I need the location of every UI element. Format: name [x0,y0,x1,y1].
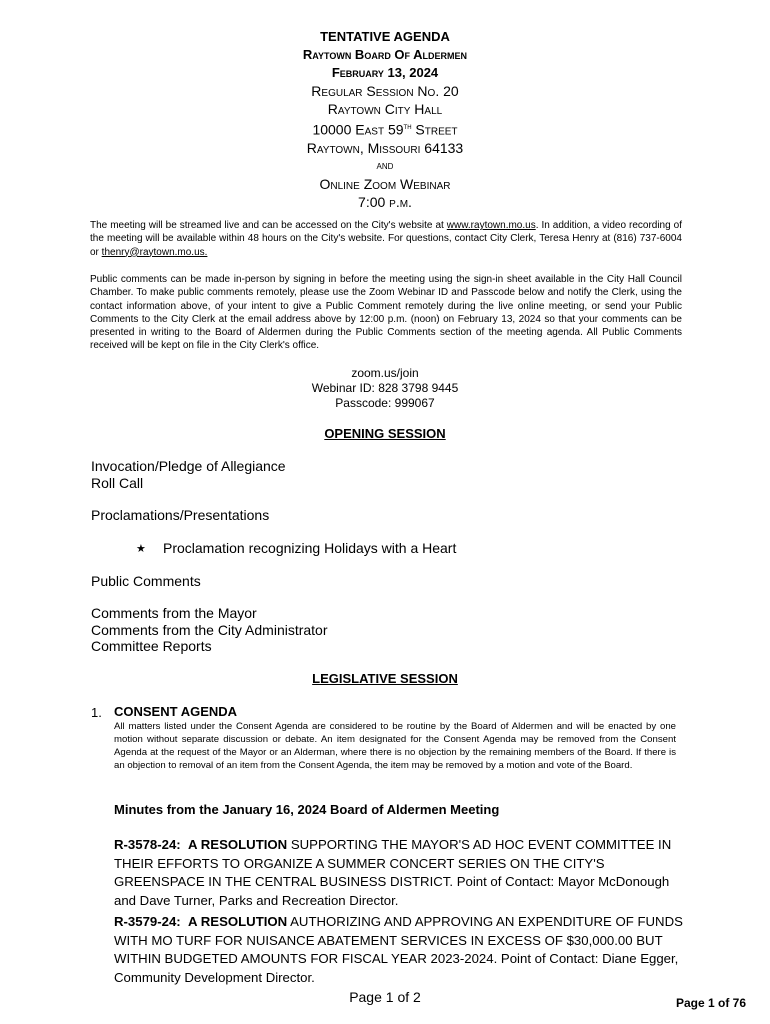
proclamations-item: Proclamations/Presentations [91,507,270,523]
invocation-item: Invocation/Pledge of Allegiance [91,458,286,474]
agenda-header [0,28,770,211]
intro-paragraph: The meeting will be streamed live and can be accessed on the City's website at www.raytown.mo.us. In addition, a video recording of the meeting will be available within 48 hours on the City's website. For questions, contact City Clerk, Teresa Henry at (816) 737-6004 or thenry@raytown.mo.us. [90,220,683,258]
committee-reports-item: Committee Reports [91,638,212,654]
online-webinar: Online Zoom Webinar [319,175,451,192]
meeting-time: 7:00 p.m. [358,193,412,210]
resolution-r3578: R-3578-24: A RESOLUTION SUPPORTING THE MAYOR'S AD HOC EVENT COMMITTEE IN THEIR EFFORTS TO ORGANIZE A SUMMER CONCERT SERIES ON THE CITY'S GREENSPACE IN THE CENTRAL BUSINESS DISTRICT. Point of Contact: Mayor McDonough and Dave Turner, Parks and Recreation Director. [114,837,672,908]
page-number: Page 1 of 2 [349,989,421,1005]
minutes-item: Minutes from the January 16, 2024 Board of Aldermen Meeting [114,802,500,817]
mayor-comments-item: Comments from the Mayor [91,605,257,621]
passcode: Passcode: 999067 [335,396,435,410]
and-label: and [376,159,394,172]
website-link[interactable]: www.raytown.mo.us [446,220,536,231]
star-bullet-icon: ★ [136,543,146,555]
proclamation-holidays-item: Proclamation recognizing Holidays with a Heart [163,540,457,556]
consent-number: 1. [91,705,102,720]
public-comments-item: Public Comments [91,572,201,589]
packet-page-number: Page 1 of 76 [675,996,746,1010]
session-number: Regular Session No. 20 [311,83,459,99]
meeting-date: February 13, 2024 [331,65,439,80]
consent-agenda-title: CONSENT AGENDA [114,704,238,719]
venue: Raytown City Hall [327,101,443,117]
roll-call-item: Roll Call [91,474,144,491]
opening-session-title: OPENING SESSION [324,426,446,441]
agenda-title: TENTATIVE AGENDA [320,29,450,44]
zoom-info [0,366,770,411]
email-link[interactable]: thenry@raytown.mo.us. [101,246,208,258]
zoom-url: zoom.us/join [351,366,419,380]
street-address: 10000 East 59th Street [312,121,458,138]
consent-description: All matters listed under the Consent Agenda are considered to be routine by the Board of Aldermen and will be enacted by one motion without separate discussion or debate. An item designated for the Consent Agenda may be removed from the Consent Agenda at the request of the Mayor or an Alderman, where there is no objection by the remaining members of the Board. If there is an objection to removal of an item from the Consent Agenda, the item may be removed by a motion and vote of the Board. [114,721,676,771]
administrator-comments-item: Comments from the City Administrator [91,621,328,638]
board-name: Raytown Board Of Aldermen [302,47,468,62]
webinar-id: Webinar ID: 828 3798 9445 [311,381,459,395]
legislative-session-title: LEGISLATIVE SESSION [312,671,458,686]
public-comment-notice: Public comments can be made in-person by signing in before the meeting using the sign-in sheet available in the City Hall Council Chamber. To make public comments remotely, please use the Zoom Webinar ID and Passcode below and notify the Clerk, using the contact information above, of your intent to give a Public Comment remotely during the live online meeting, or send your Public Comments to the City Clerk at the email address above by 12:00 p.m. (noon) on February 13, 2024 so that your comments can be presented in writing to the Board of Aldermen during the Public Comments section of the meeting agenda. All Public Comments received will be kept on file in the City Clerk's office. [90,274,682,352]
city-state: Raytown, Missouri 64133 [306,139,464,156]
resolution-r3579: R-3579-24: A RESOLUTION AUTHORIZING AND APPROVING AN EXPENDITURE OF FUNDS WITH MO TURF FOR NUISANCE ABATEMENT SERVICES IN EXCESS OF $30,000.00 BUT WITHIN BUDGETED AMOUNTS FOR FISCAL YEAR 2023-2024. Point of Contact: Diane Egger, Community Development Director. [114,914,683,985]
